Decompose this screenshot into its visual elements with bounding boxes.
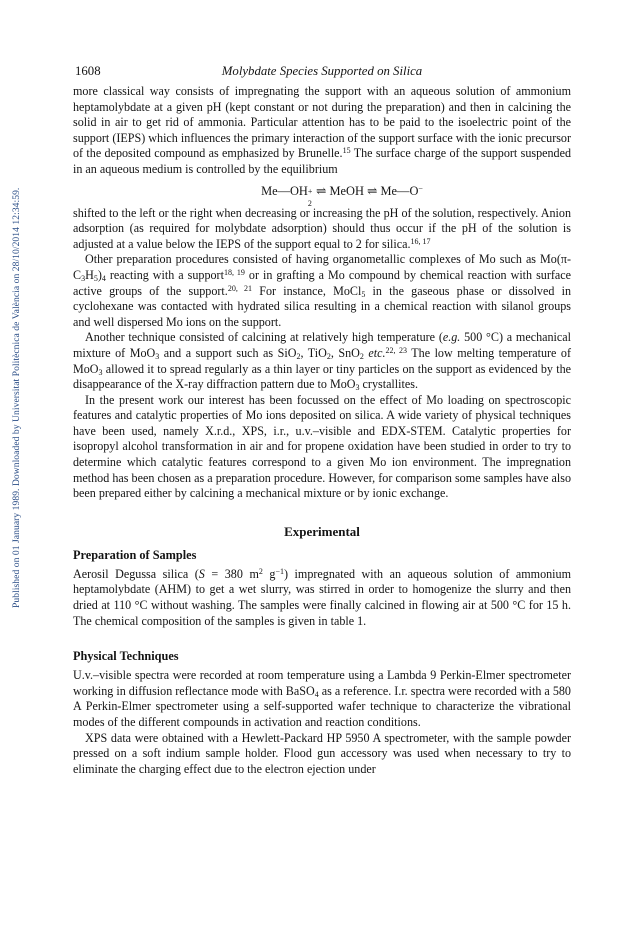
paragraph-5: In the present work our interest has been focussed on the effect of Mo loading on spectroscopic features and catalytic properties of Mo ions deposited on silica. A wide variety of physical techniques have been used, namely X.r.d., XPS, i.r., u.v.–visible and EDX-STEM. Catalytic properties for isopropyl alcohol transformation in air and for propene oxidation have been studied in order to try to determine which catalytic features correspond to a given Mo ion environment. The impregnation method has been chosen as a preparation procedure. However, for comparison some samples have also been prepared either by calcining a mechanical mixture or by ionic exchange. [73, 392, 571, 501]
page-header [73, 64, 571, 84]
paragraph-1: more classical way consists of impregnating the support with an aqueous solution of ammonium heptamolybdate at a given pH (kept constant or not during the preparation) and then in calcining the solid in air to get rid of ammonia. Particular attention has to be paid to the isoelectric point of the support (IEPS) which influences the primary interaction of the support surface with the ionic precursor of the deposited compound as emphasized by Brunelle.$^{15}$ The surface charge of the support suspended in an aqueous medium is controlled by the equilibrium [73, 84, 571, 176]
download-note[interactable]: Published on 01 January 1989. Downloaded by Universitat Politècnica de València on 28/10/2014 12:34:59. [11, 187, 22, 608]
paragraph-7: U.v.–visible spectra were recorded at room temperature using a Lambda 9 Perkin-Elmer spectrometer working in diffusion reflectance mode with BaSO$_4$ as a reference. I.r. spectra were recorded with a 580 A Perkin-Elmer spectrometer using a self-supported wafer technique to characterize the vibrational modes of the different compounds in activation and reaction conditions. [73, 668, 571, 729]
paragraph-2: shifted to the left or the right when decreasing or increasing the pH of the solution, respectively. Anion adsorption (as required for molybdate adsorption) should thus occur if the pH of the solution is adjusted at a value below the IEPS of the support equal to 2 for silica.$^{16, 17}$ [73, 205, 571, 251]
paragraph-6: Aerosil Degussa silica (S = 380 $m^2$ $g^{-1}$) impregnated with an aqueous solution of ammonium heptamolybdate (AHM) to get a wet slurry, was stirred in order to homogenize the slurry and then dried at 110 °C without washing. The samples were finally calcined in flowing air at 500 °C for 15 h. The chemical composition of the samples is given in table 1. [73, 566, 571, 628]
page-number: 1608 [75, 64, 101, 78]
running-title: Molybdate Species Supported on Silica [221, 64, 423, 78]
paragraph-4: Another technique consisted of calcining at relatively high temperature (e.g. 500 °C) a mechanical mixture of MoO$_3$ and a support such as SiO$_2$, TiO$_2$, SnO$_2$ etc.$^{22, 23}$ The low melting temperature of MoO$_3$ allowed it to spread regularly as a thin layer or tiny particles on the support as evidenced by the disappearance of the X-ray diffraction pattern due to MoO$_3$ crystallites. [73, 330, 571, 393]
citation: 22, 23 [385, 345, 407, 355]
citation: 18, 19 [223, 267, 245, 277]
subsection-heading-physical-techniques: Physical Techniques [73, 649, 179, 664]
section-heading-experimental: Experimental [284, 523, 360, 539]
paragraph-8: XPS data were obtained with a Hewlett-Packard HP 5950 A spectrometer, with the sample powder pressed on a soft indium sample holder. Flood gun accessory was used when necessary to try to eliminate the charging effect due to the electron ejection under [73, 730, 571, 776]
citation: 20, 21 [227, 283, 253, 293]
side-margin [0, 48, 22, 608]
citation: 16, 17 [410, 236, 431, 246]
subsection-heading-preparation: Preparation of Samples [73, 547, 197, 562]
paper-page [73, 64, 571, 777]
equilibrium-equation: Me—OH + 2 ⇌ MeOH ⇌ Me—O− [261, 183, 423, 208]
citation: 15 [342, 146, 351, 156]
paragraph-3: Other preparation procedures consisted of having organometallic complexes of Mo such as $Mo(\pi-C_3H_5)_4$ reacting with a support$^{18, 19}$ or in grafting a Mo compound by chemical reaction with surface active groups of the support.$^{20, 21}$ For instance, MoCl$_5$ in the gaseous phase or dissolved in cyclohexane was contacted with hydrated silica resulting in a chemical reaction with silanol groups and well dispersed Mo ions on the support. [73, 252, 572, 329]
